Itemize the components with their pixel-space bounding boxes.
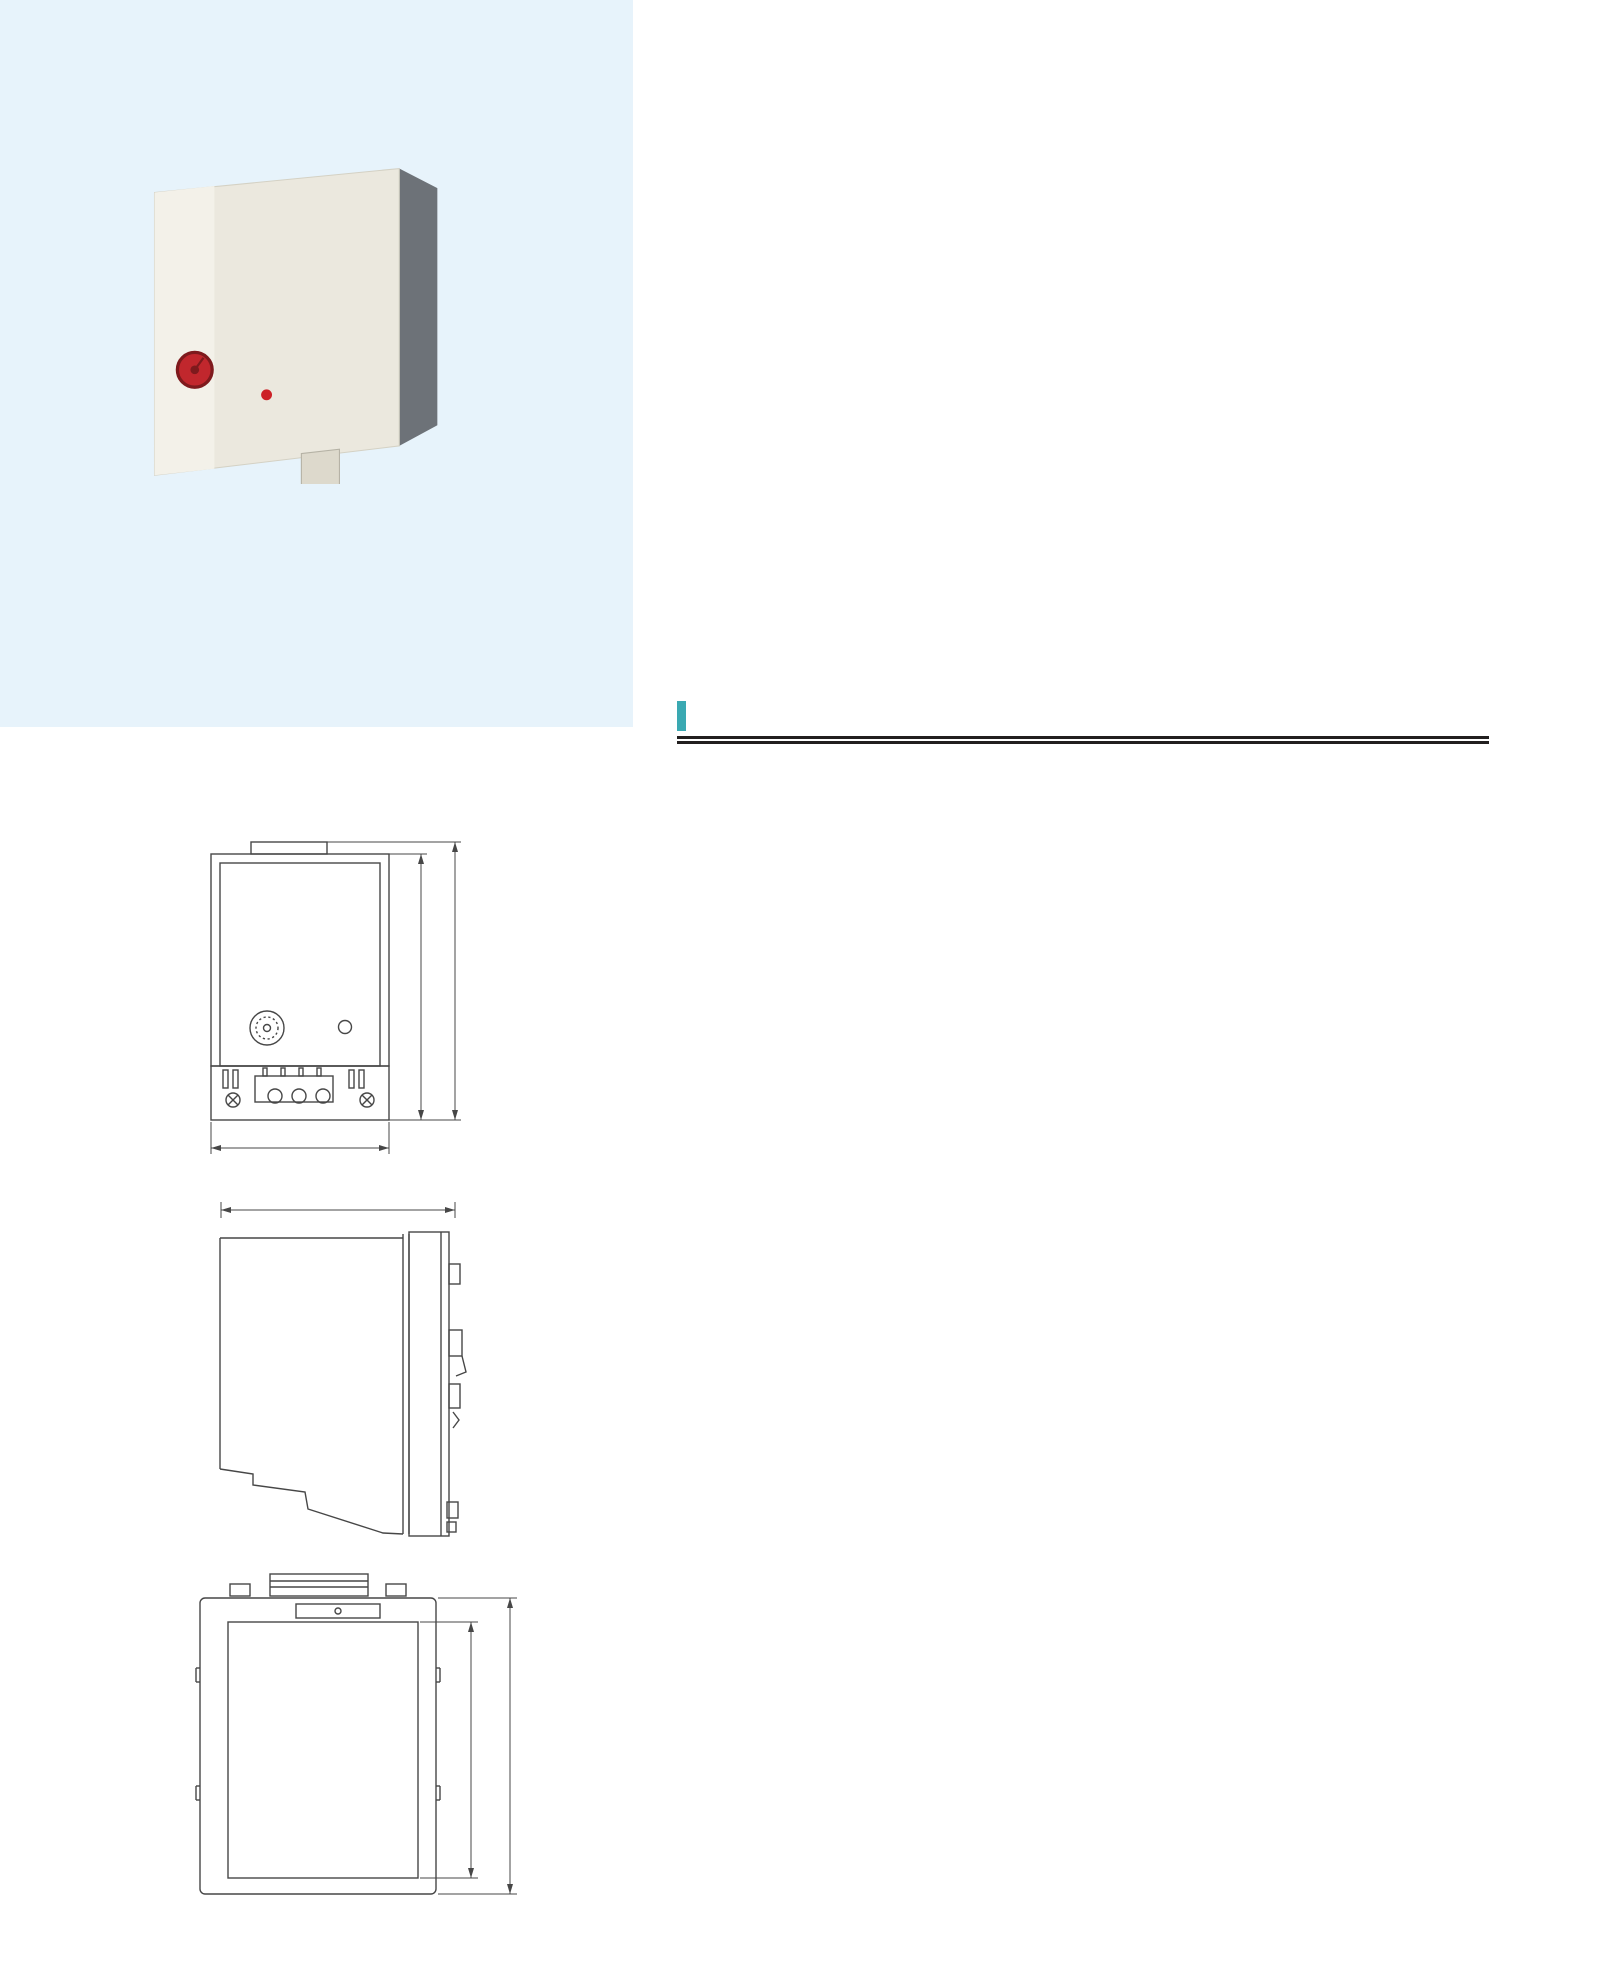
product-photo-panel [0, 0, 633, 727]
heater-body [155, 169, 400, 484]
led-indicator-drawing [339, 1021, 352, 1034]
side-view-drawing [153, 1172, 483, 1552]
header-underline [677, 736, 1489, 739]
terminal-N1 [292, 1089, 306, 1103]
led-indicator [261, 389, 272, 400]
teal-accent-bar [677, 701, 686, 731]
din-clip-tab [301, 449, 339, 484]
technical-data-header [677, 701, 1489, 731]
warning-note [677, 1386, 1489, 1389]
technical-data-table [677, 741, 1489, 744]
heater-side-panel [399, 169, 437, 446]
dimension-lines [211, 842, 461, 1154]
front-view-drawing [163, 838, 473, 1168]
terminal-L [268, 1089, 282, 1103]
dimension-lines [420, 1598, 517, 1894]
product-photo [138, 112, 443, 484]
thermostat-dial [177, 352, 212, 387]
bottom-view-drawing [138, 1572, 538, 1966]
terminal-N2 [316, 1089, 330, 1103]
